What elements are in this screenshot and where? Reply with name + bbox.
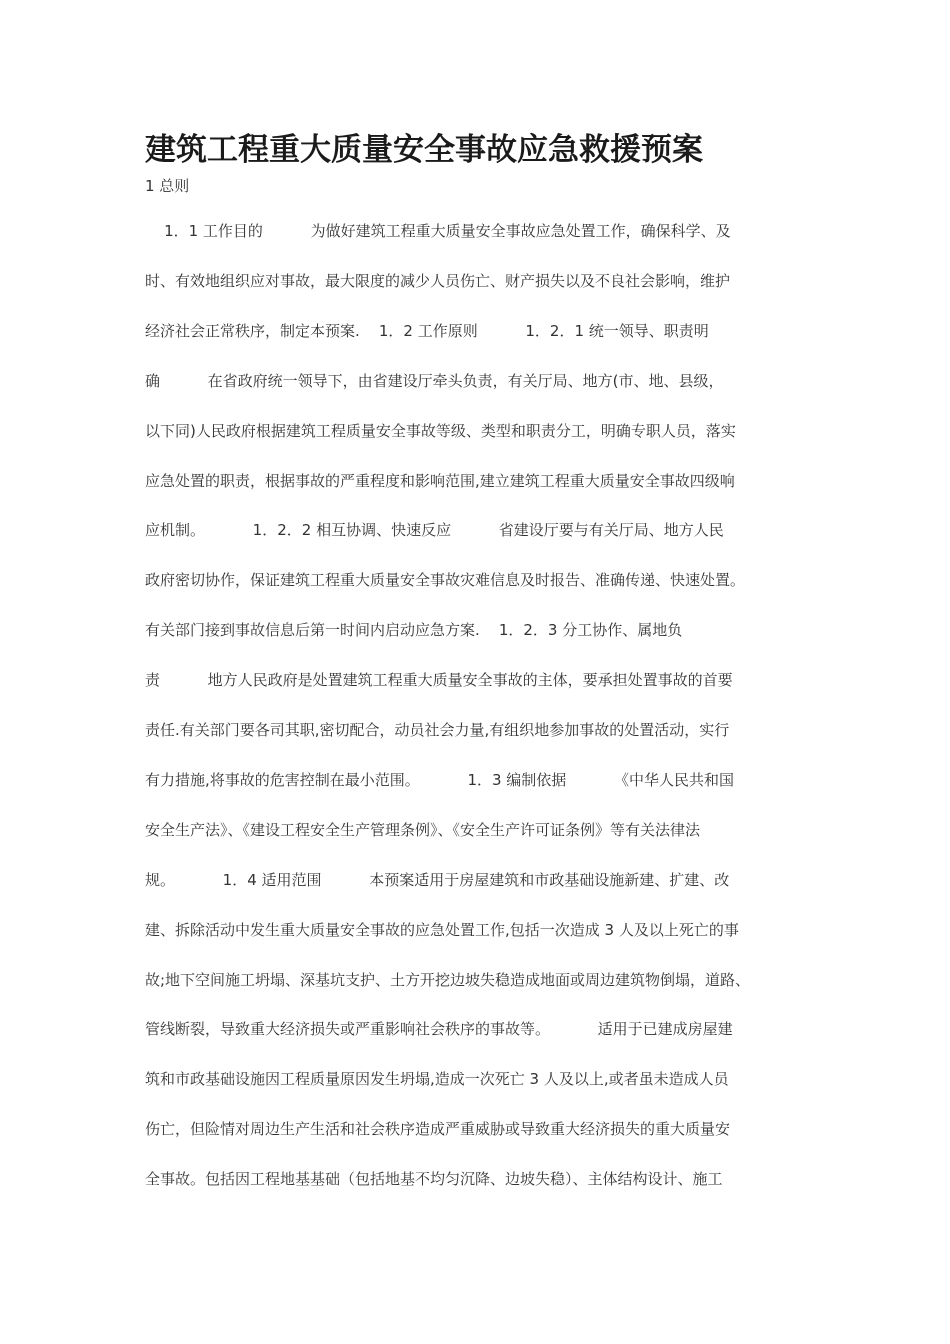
body-text-line: 政府密切协作，保证建筑工程重大质量安全事故灾难信息及时报告、准确传递、快速处置。	[145, 571, 746, 589]
body-text-line: 确 在省政府统一领导下，由省建设厅牵头负责，有关厅局、地方(市、地、县级，	[145, 372, 724, 390]
body-text-line: 责 地方人民政府是处置建筑工程重大质量安全事故的主体，要承担处置事故的首要	[145, 671, 733, 689]
body-text-line: 有力措施,将事故的危害控制在最小范围。 1．3 编制依据 《中华人民共和国	[145, 771, 734, 789]
body-text-line: 经济社会正常秩序，制定本预案. 1．2 工作原则 1．2．1 统一领导、职责明	[145, 322, 709, 340]
document-title: 建筑工程重大质量安全事故应急救援预案	[145, 132, 703, 168]
body-text-line: 筑和市政基础设施因工程质量原因发生坍塌,造成一次死亡 3 人及以上,或者虽未造成人员	[145, 1070, 729, 1088]
body-text-line: 管线断裂，导致重大经济损失或严重影响社会秩序的事故等。 适用于已建成房屋建	[145, 1020, 733, 1038]
body-text-line: 全事故。包括因工程地基基础（包括地基不均匀沉降、边坡失稳）、主体结构设计、施工	[145, 1170, 723, 1188]
body-text-line: 安全生产法》、《建设工程安全生产管理条例》、《安全生产许可证条例》等有关法律法	[145, 821, 701, 839]
body-text-line: 规。 1．4 适用范围 本预案适用于房屋建筑和市政基础设施新建、扩建、改	[145, 871, 730, 889]
body-text-line: 应机制。 1．2．2 相互协调、快速反应 省建设厅要与有关厅局、地方人民	[145, 521, 724, 539]
body-text-line: 责任.有关部门要各司其职,密切配合，动员社会力量,有组织地参加事故的处置活动，实行	[145, 721, 730, 739]
body-text-line: 时、有效地组织应对事故，最大限度的减少人员伤亡、财产损失以及不良社会影响，维护	[145, 272, 731, 290]
body-text-line: 1．1 工作目的 为做好建筑工程重大质量安全事故应急处置工作，确保科学、及	[145, 222, 731, 240]
body-text-line: 建、拆除活动中发生重大质量安全事故的应急处置工作,包括一次造成 3 人及以上死亡的事	[145, 921, 739, 939]
body-text-line: 应急处置的职责，根据事故的严重程度和影响范围,建立建筑工程重大质量安全事故四级响	[145, 472, 735, 490]
body-text-line: 故;地下空间施工坍塌、深基坑支护、土方开挖边坡失稳造成地面或周边建筑物倒塌，道路、	[145, 971, 751, 989]
body-text-line: 有关部门接到事故信息后第一时间内启动应急方案. 1．2．3 分工协作、属地负	[145, 621, 683, 639]
body-text-line: 伤亡，但险情对周边生产生活和社会秩序造成严重威胁或导致重大经济损失的重大质量安	[145, 1120, 731, 1138]
section-heading: 1 总则	[145, 177, 190, 195]
body-text-line: 以下同)人民政府根据建筑工程质量安全事故等级、类型和职责分工，明确专职人员，落实	[145, 422, 736, 440]
